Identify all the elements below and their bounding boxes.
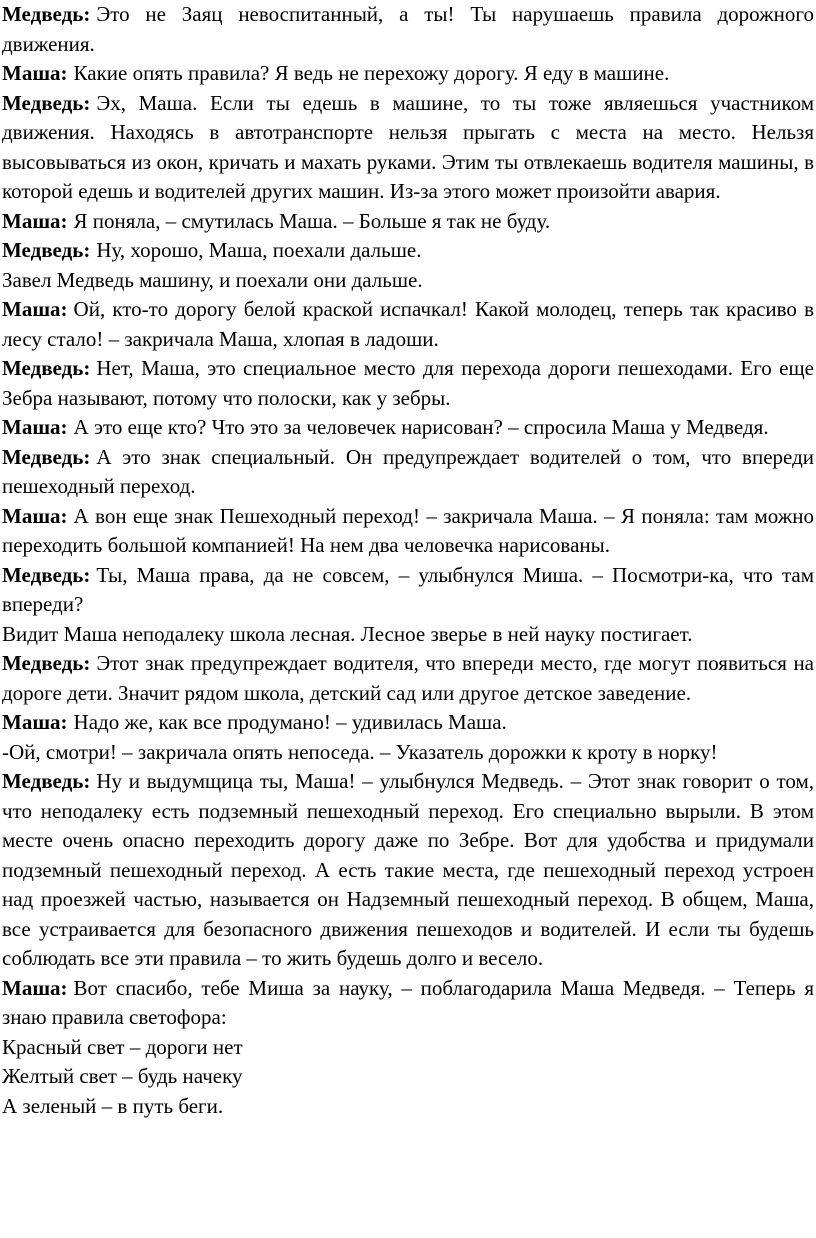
paragraph-text: Какие опять правила? Я ведь не перехожу дорогу. Я еду в машине.	[73, 61, 670, 85]
verse-line: А зеленый – в путь беги.	[2, 1093, 224, 1118]
verse-line: Желтый свет – будь начеку	[2, 1064, 243, 1088]
paragraph-text: Ой, кто-то дорогу белой краской испачкал! Какой молодец, теперь так красиво в лесу стало! – закричала Маша, хлопая в ладоши.	[2, 297, 814, 351]
paragraph-text: Ты, Маша права, да не совсем, – улыбнулся Миша. – Посмотри-ка, что там впереди?	[2, 562, 814, 616]
dialogue-paragraph	[2, 413, 814, 443]
paragraph-text: А это знак специальный. Он предупреждает водителей о том, что впереди пешеходный переход.	[2, 444, 814, 498]
speaker-name: Медведь:	[2, 444, 91, 469]
speaker-name: Медведь:	[2, 356, 91, 380]
paragraph-text: Нет, Маша, это специальное место для перехода дороги пешеходами. Его еще Зебра называют, потому что полоски, как у зебры.	[2, 356, 814, 410]
narration-paragraph	[2, 620, 814, 650]
verse-line: Красный свет – дороги нет	[2, 1034, 243, 1059]
paragraph-text: А вон еще знак Пешеходный переход! – закричала Маша. – Я поняла: там можно переходить большой компанией! На нем два человечка нарисованы.	[2, 503, 814, 557]
dialogue-paragraph	[2, 443, 814, 502]
speaker-name: Маша:	[2, 61, 68, 85]
dialogue-paragraph	[2, 561, 814, 620]
paragraph-text: Видит Маша неподалеку школа лесная. Лесное зверье в ней науку постигает.	[2, 621, 693, 646]
paragraph-text: А это еще кто? Что это за человечек нарисован? – спросила Маша у Медведя.	[73, 415, 769, 439]
dialogue-paragraph	[2, 0, 814, 59]
dialogue-paragraph	[2, 295, 814, 354]
dialogue-paragraph	[2, 502, 814, 561]
paragraph-text: Ну и выдумщица ты, Маша! – улыбнулся Медведь. – Этот знак говорит о том, что неподалеку есть подземный пешеходный переход. Его специально вырыли. В этом месте очень опасно переходить дорогу даже по Зебре. Вот для удобства и придумали подземный пешеходный переход. А есть такие места, где пешеходный переход устроен над проезжей частью, называется он Надземный пешеходный переход. В общем, Маша, все устраивается для безопасного движения пешеходов и водителей. И если ты будешь соблюдать все эти правила – то жить будешь долго и весело.	[2, 769, 814, 970]
dialogue-paragraph	[2, 89, 814, 207]
paragraph-text: Этот знак предупреждает водителя, что впереди место, где могут появиться на дороге дети. Значит рядом школа, детский сад или другое детское заведение.	[2, 651, 814, 705]
speaker-name: Медведь:	[2, 2, 91, 26]
speaker-name: Маша:	[2, 503, 68, 528]
dialogue-paragraph	[2, 708, 814, 738]
speaker-name: Маша:	[2, 297, 68, 321]
speaker-name: Медведь:	[2, 769, 91, 793]
paragraph-text: -Ой, смотри! – закричала опять непоседа. – Указатель дорожки к кроту в норку!	[2, 739, 718, 764]
speaker-name: Маша:	[2, 208, 68, 233]
paragraph-text: Эх, Маша. Если ты едешь в машине, то ты тоже являешься участником движения. Находясь в автотранспорте нельзя прыгать с места на место. Нельзя высовываться из окон, кричать и махать руками. Этим ты отвлекаешь водителя машины, в которой едешь и водителей других машин. Из-за этого может произойти авария.	[2, 90, 814, 203]
narration-paragraph	[2, 738, 814, 768]
dialogue-paragraph	[2, 236, 814, 266]
speaker-name: Маша:	[2, 975, 68, 1000]
speaker-name: Медведь:	[2, 238, 91, 262]
dialogue-paragraph	[2, 767, 814, 974]
speaker-name: Маша:	[2, 710, 68, 734]
dialogue-paragraph	[2, 974, 814, 1033]
paragraph-text: Завел Медведь машину, и поехали они дальше.	[2, 267, 423, 292]
dialogue-paragraph	[2, 354, 814, 413]
speaker-name: Медведь:	[2, 651, 91, 675]
dialogue-paragraph	[2, 207, 814, 237]
paragraph-text: Я поняла, – смутилась Маша. – Больше я так не буду.	[73, 208, 551, 233]
paragraph-text: Вот спасибо, тебе Миша за науку, – поблагодарила Маша Медведя. – Теперь я знаю правила светофора:	[2, 975, 814, 1029]
speaker-name: Медведь:	[2, 562, 91, 587]
speaker-name: Медведь:	[2, 90, 91, 115]
paragraph-text: Ну, хорошо, Маша, поехали дальше.	[96, 238, 422, 262]
paragraph-text: Надо же, как все продумано! – удивилась Маша.	[73, 710, 507, 734]
narration-paragraph	[2, 266, 814, 296]
paragraph-text: Это не Заяц невоспитанный, а ты! Ты нарушаешь правила дорожного движения.	[2, 2, 814, 56]
dialogue-paragraph	[2, 649, 814, 708]
speaker-name: Маша:	[2, 415, 68, 439]
dialogue-paragraph	[2, 59, 814, 89]
